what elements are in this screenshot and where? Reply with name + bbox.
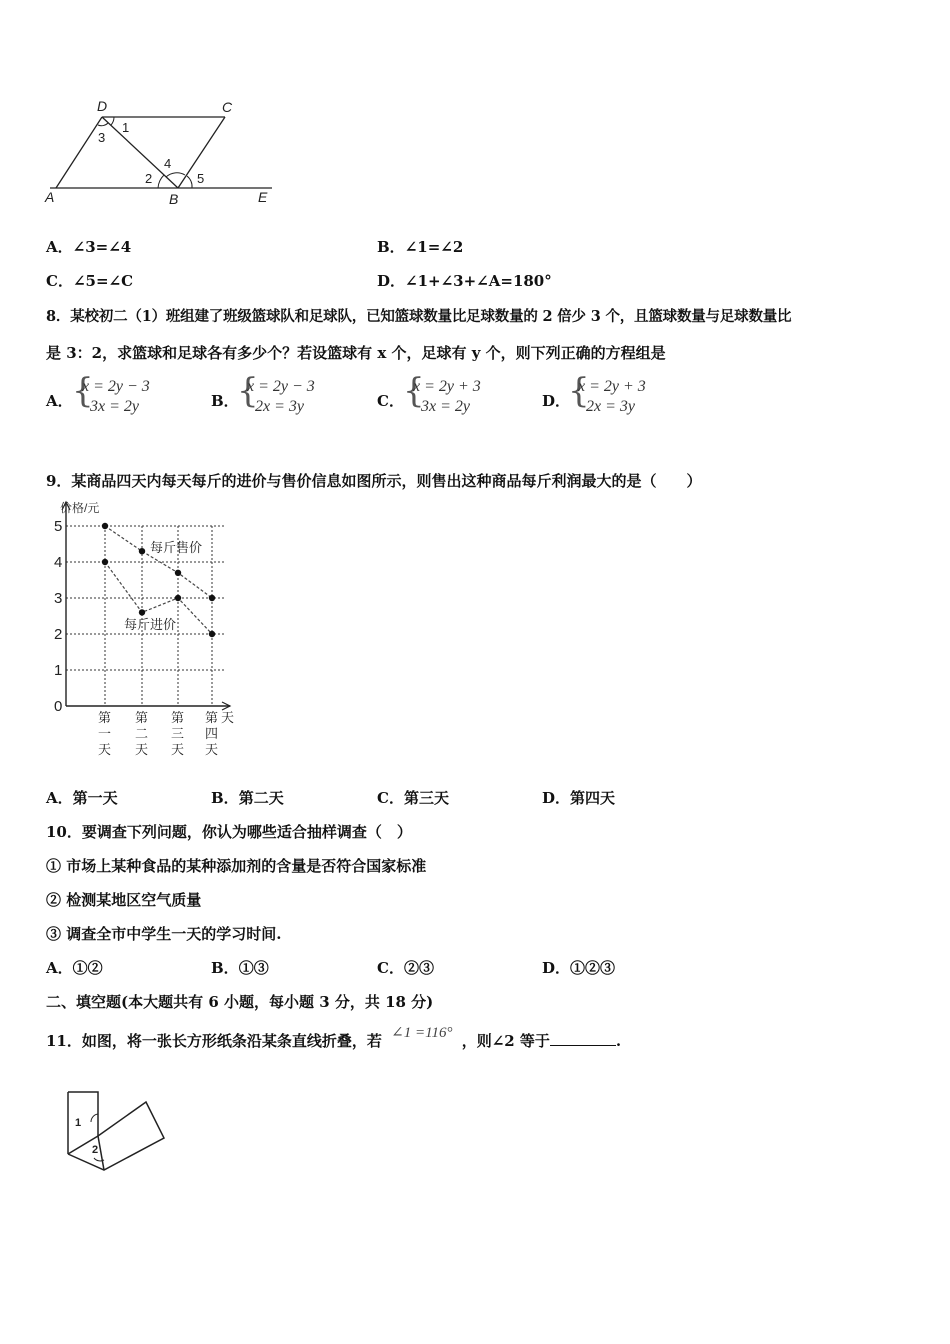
q10-item-1: ① 市场上某种食品的某种添加剂的含量是否符合国家标准 (46, 857, 427, 875)
y-tick-label-1: 1 (54, 662, 63, 679)
point-label-d: D (97, 98, 108, 114)
x-tick-label-1-char-1: 第 (98, 710, 112, 725)
angle-label-4: 4 (164, 156, 172, 171)
x-tick-label-3-char-1: 第 (171, 710, 185, 725)
q8-option-b-eq1: x = 2y − 3 (247, 378, 315, 395)
point-label-e: E (258, 189, 268, 205)
q8-option-a-letter: A． (46, 392, 73, 410)
q11-stem (46, 1025, 622, 1051)
x-tick-label-1-char-3: 天 (98, 742, 112, 757)
q10-option-d[interactable]: D．①②③ (542, 959, 616, 977)
q11-angle-expr: ∠1 =116° (391, 1025, 453, 1041)
data-point-sell-day-2 (139, 548, 145, 554)
point-label-c: C (222, 99, 233, 115)
q11-prefix: 11．如图，将一张长方形纸条沿某条直线折叠，若 (46, 1032, 382, 1050)
q7-option-b[interactable]: B．∠1=∠2 (377, 238, 464, 256)
q8-option-b-eq2: 2x = 3y (255, 398, 304, 415)
folded-strip-figure (60, 1088, 170, 1178)
y-tick-label-3: 3 (54, 590, 63, 607)
q8-option-c-eq1: x = 2y + 3 (413, 378, 481, 395)
data-point-sell-day-1 (102, 523, 108, 529)
series-label-sell-price: 每斤售价 (150, 540, 203, 555)
q8-option-a-eq2: 3x = 2y (90, 398, 139, 415)
x-tick-label-2-char-1: 第 (135, 710, 149, 725)
q8-option-c-eq2: 3x = 2y (421, 398, 470, 415)
data-point-sell-day-4 (209, 595, 215, 601)
q11-suffix: ，则∠2 等于 (461, 1032, 550, 1050)
x-tick-label-3-char-3: 天 (171, 742, 185, 757)
q8-stem-line1: 8．某校初二（1）班组建了班级篮球队和足球队，已知篮球数量比足球数量的 2 倍少 3 个，且篮球数量与足球数量比 (46, 308, 792, 325)
x-tick-label-2-char-2: 二 (135, 726, 149, 741)
q8-option-b-letter: B． (211, 392, 239, 410)
data-point-cost-day-3 (175, 595, 181, 601)
q7-option-c[interactable]: C．∠5=∠C (46, 272, 134, 290)
x-axis-label: 天 (221, 710, 235, 725)
q9-option-c[interactable]: C．第三天 (377, 789, 449, 807)
q11-end: . (615, 1032, 622, 1050)
q9-option-d[interactable]: D．第四天 (542, 789, 616, 807)
q8-option-d-eq1: x = 2y + 3 (578, 378, 646, 395)
angle-label-5: 5 (197, 171, 205, 186)
q9-option-a[interactable]: A．第一天 (46, 789, 118, 807)
data-point-cost-day-4 (209, 631, 215, 637)
y-tick-label-4: 4 (54, 554, 63, 571)
q9-option-b[interactable]: B．第二天 (211, 789, 284, 807)
q7-option-d[interactable]: D．∠1+∠3+∠A=180° (377, 272, 552, 290)
y-tick-label-0: 0 (54, 698, 63, 715)
x-tick-label-4-char-3: 天 (205, 742, 219, 757)
q7-option-a[interactable]: A．∠3=∠4 (46, 238, 132, 256)
q8-option-a-eq1: x = 2y − 3 (82, 378, 150, 395)
fig11-label-1: 1 (75, 1117, 82, 1129)
y-tick-label-5: 5 (54, 518, 63, 535)
q8-stem-line2: 是 3：2，求篮球和足球各有多少个？若设篮球有 x 个，足球有 y 个，则下列正确的方程组是 (46, 344, 666, 362)
x-tick-label-3-char-2: 三 (171, 726, 185, 741)
section-2-title: 二、填空题(本大题共有 6 小题，每小题 3 分，共 18 分) (46, 993, 434, 1011)
price-chart (40, 496, 250, 761)
point-label-a: A (45, 189, 55, 205)
angle-label-2: 2 (145, 171, 153, 186)
q11-answer-blank[interactable] (550, 1032, 616, 1046)
q8-option-d-letter: D． (542, 392, 571, 410)
q10-option-b[interactable]: B．①③ (211, 959, 269, 977)
data-point-cost-day-2 (139, 609, 145, 615)
angle-label-3: 3 (98, 130, 106, 145)
geometry-figure (40, 96, 280, 208)
point-label-b: B (169, 191, 179, 207)
data-point-cost-day-1 (102, 559, 108, 565)
q10-option-a[interactable]: A．①② (46, 959, 103, 977)
x-tick-label-4-char-2: 四 (205, 726, 219, 741)
y-axis-label: 价格/元 (60, 501, 100, 515)
x-tick-label-1-char-2: 一 (98, 726, 112, 741)
y-tick-label-2: 2 (54, 626, 63, 643)
q10-stem: 10．要调查下列问题，你认为哪些适合抽样调查（ ） (46, 823, 412, 841)
x-tick-label-2-char-3: 天 (135, 742, 149, 757)
q9-stem: 9．某商品四天内每天每斤的进价与售价信息如图所示，则售出这种商品每斤利润最大的是（ ） (46, 472, 702, 490)
q8-option-d-eq2: 2x = 3y (586, 398, 635, 415)
x-tick-label-4-char-1: 第 (205, 710, 219, 725)
series-label-cost-price: 每斤进价 (124, 617, 177, 632)
fig11-label-2: 2 (92, 1144, 99, 1156)
data-point-sell-day-3 (175, 570, 181, 576)
angle-label-1: 1 (122, 120, 130, 135)
q10-item-3: ③ 调查全市中学生一天的学习时间. (46, 925, 282, 943)
q8-option-c-letter: C． (377, 392, 404, 410)
q10-item-2: ② 检测某地区空气质量 (46, 891, 202, 909)
q10-option-c[interactable]: C．②③ (377, 959, 434, 977)
